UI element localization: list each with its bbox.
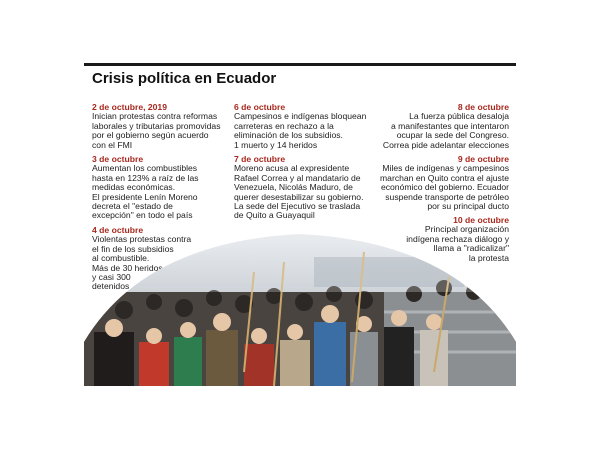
timeline-entry-oct-2 xyxy=(92,103,242,150)
entry-date: 10 de octubre xyxy=(453,215,509,225)
entry-text: Moreno acusa al expresidente Rafael Correa y al mandatario de Venezuela, Nicolás Maduro, de querer desestabilizar su gobierno. La sede del Ejecutivo se traslada de Quito a Guayaquil xyxy=(234,163,364,221)
entry-date: 6 de octubre xyxy=(234,102,286,112)
protest-photo xyxy=(84,232,516,386)
entry-text: Campesinos e indígenas bloquean carreteras en rechazo a la eliminación de los subsidios. 1 muerto y 14 heridos xyxy=(234,111,367,150)
entry-date: 2 de octubre, 2019 xyxy=(92,102,167,112)
entry-date: 8 de octubre xyxy=(457,102,509,112)
entry-date: 4 de octubre xyxy=(92,225,144,235)
timeline-entry-oct-3 xyxy=(92,155,242,221)
header-rule xyxy=(84,63,516,66)
entry-text: Miles de indígenas y campesinos marchan en Quito contra el ajuste económico del gobierno. Ecuador suspende transporte de petróleo por su principal ducto xyxy=(380,163,509,212)
entry-text: Inician protestas contra reformas laborales y tributarias promovidas por el gobierno según acuerdo con el FMI xyxy=(92,111,221,150)
timeline-entry-oct-9 xyxy=(370,155,509,211)
entry-date: 9 de octubre xyxy=(457,154,509,164)
entry-text: Principal organización indígena rechaza diálogo y llama a "radicalizar" la protesta xyxy=(406,224,509,263)
timeline-entry-oct-8 xyxy=(370,103,509,150)
entry-text: Aumentan los combustibles hasta en 123% a raíz de las medidas económicas. El presidente Lenín Moreno decreta el "estado de excepción" en todo el país xyxy=(92,163,199,221)
entry-text: Violentas protestas contra el fin de los subsidios al combustible. Más de 30 heridos y casi 300 detenidos xyxy=(92,234,192,292)
page-title: Crisis política en Ecuador xyxy=(92,70,277,87)
entry-date: 3 de octubre xyxy=(92,154,144,164)
entry-date: 7 de octubre xyxy=(234,154,286,164)
entry-text: La fuerza pública desaloja a manifestantes que intentaron ocupar la sede del Congreso. Correa pide adelantar elecciones xyxy=(382,111,509,150)
